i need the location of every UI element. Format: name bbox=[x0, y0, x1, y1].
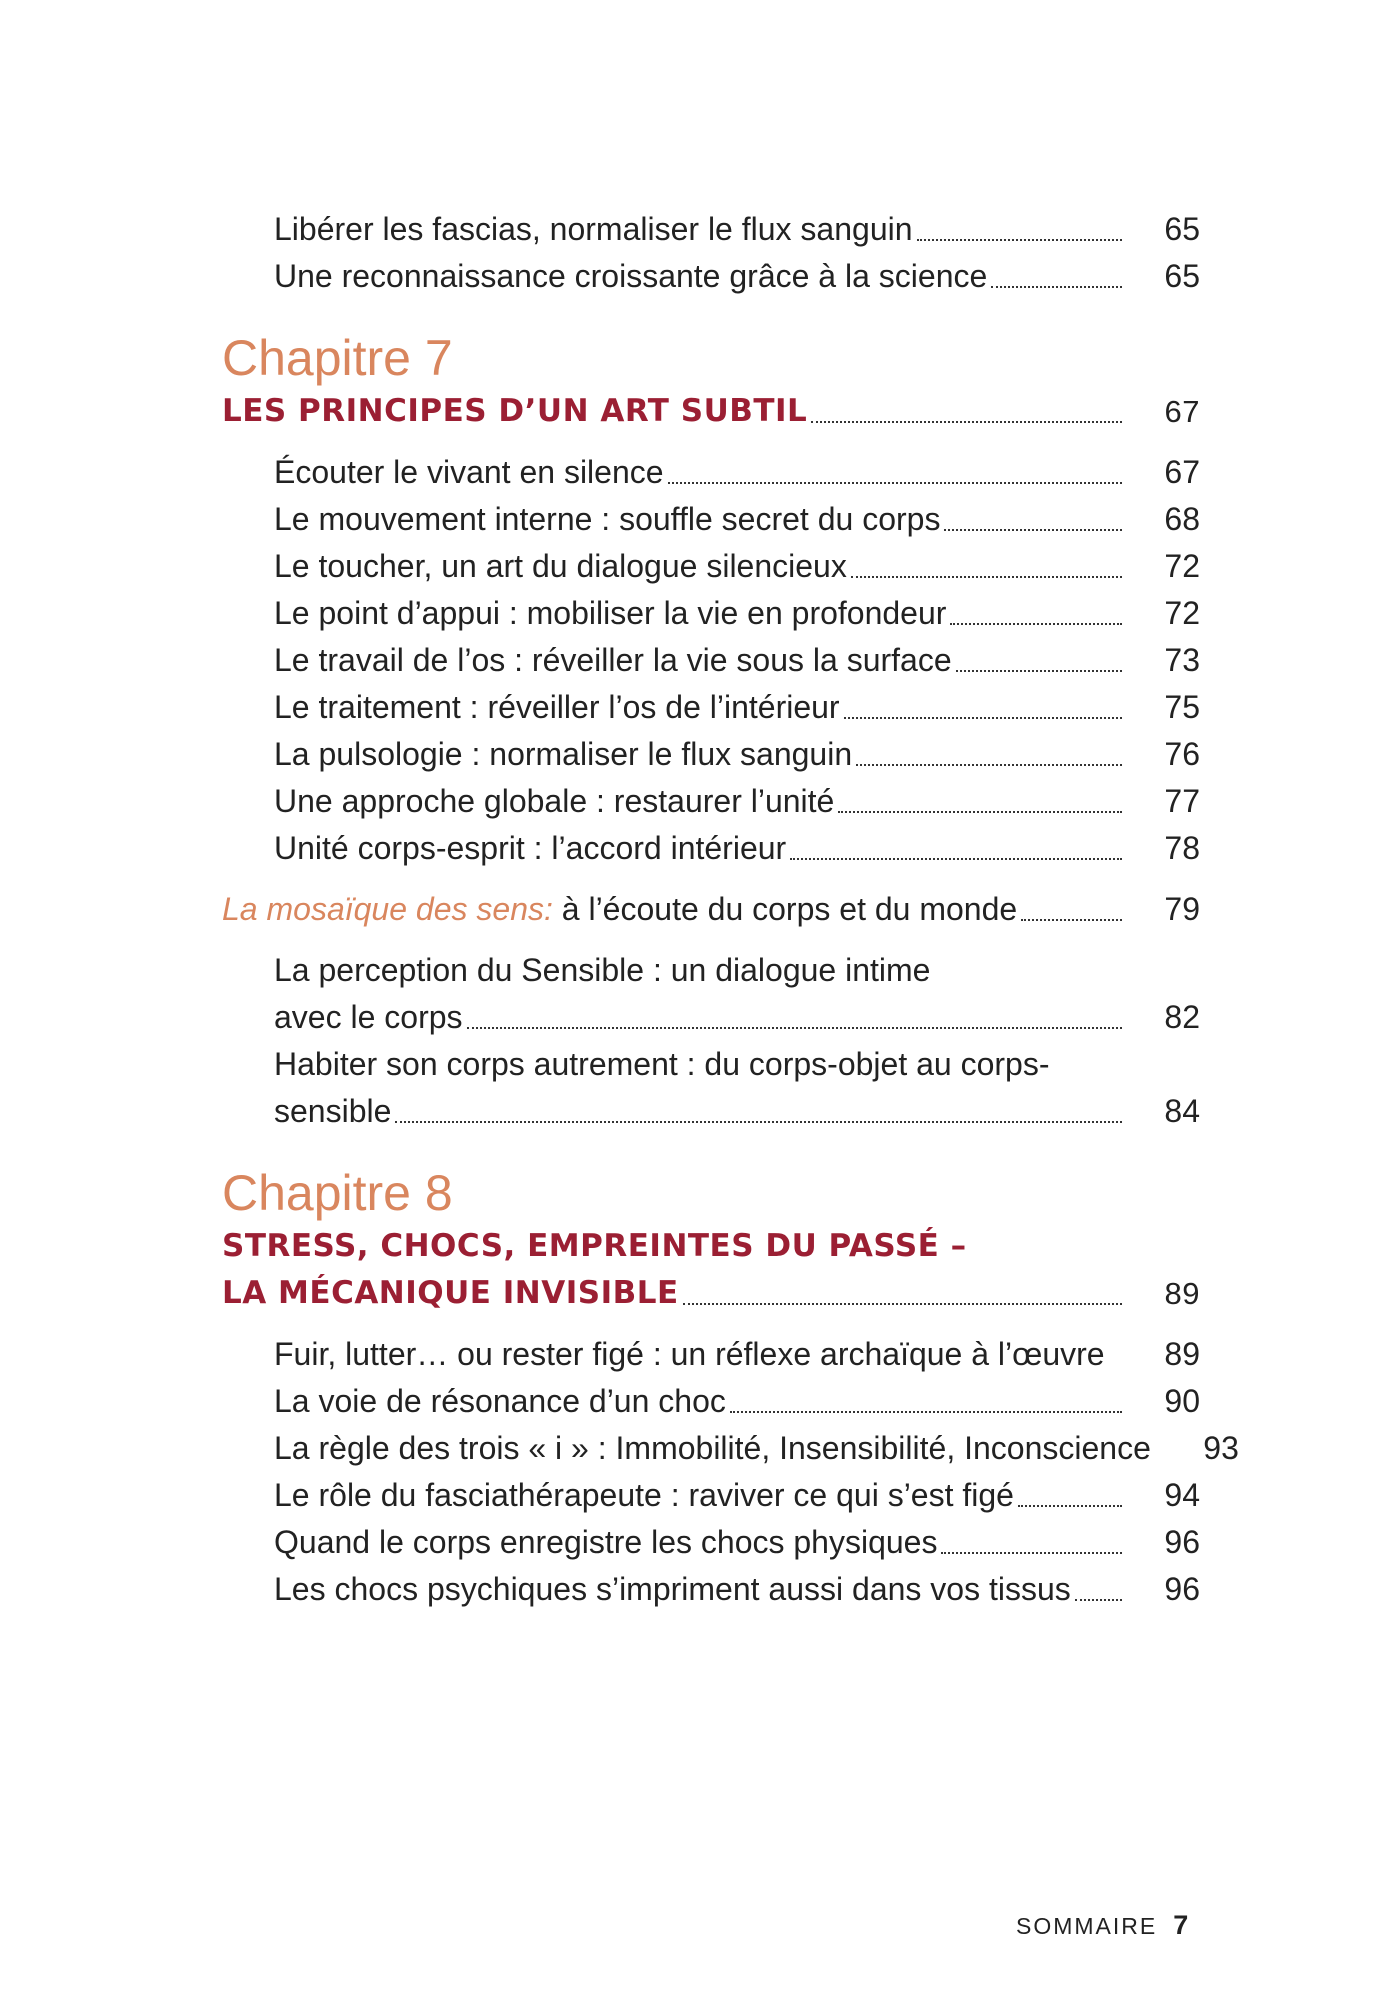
dot-leader bbox=[467, 1027, 1122, 1029]
footer-label: SOMMAIRE bbox=[1016, 1913, 1158, 1939]
toc-entry-page: 84 bbox=[1164, 1093, 1200, 1129]
mosaic-rest: à l’écoute du corps et du monde bbox=[552, 891, 1018, 927]
toc-entry-title: Les chocs psychiques s’impriment aussi dans vos tissus bbox=[274, 1571, 1071, 1607]
toc-entry-page: 67 bbox=[1164, 454, 1200, 490]
dot-leader bbox=[844, 717, 1122, 719]
dot-leader bbox=[730, 1411, 1122, 1413]
table-of-contents bbox=[222, 206, 1239, 1613]
dot-leader bbox=[944, 529, 1122, 531]
toc-entry-page: 82 bbox=[1164, 999, 1200, 1035]
dot-leader bbox=[668, 482, 1122, 484]
dot-leader bbox=[941, 1552, 1122, 1554]
dot-leader bbox=[856, 764, 1122, 766]
toc-entry-title: Le rôle du fasciathérapeute : raviver ce qui s’est figé bbox=[274, 1477, 1014, 1513]
chapter-7-section[interactable] bbox=[222, 388, 1200, 435]
toc-entry[interactable] bbox=[222, 1566, 1200, 1613]
toc-entry[interactable] bbox=[222, 731, 1200, 778]
toc-entry[interactable] bbox=[222, 253, 1200, 300]
section-page: 89 bbox=[1164, 1276, 1200, 1311]
dot-leader bbox=[838, 811, 1122, 813]
section-title-line2: LA MÉCANIQUE INVISIBLE bbox=[222, 1275, 679, 1311]
toc-entry[interactable] bbox=[222, 1425, 1239, 1472]
toc-entry-page: 77 bbox=[1164, 783, 1200, 819]
toc-entry-mosaic[interactable] bbox=[222, 886, 1200, 933]
toc-entry-title-line1: La perception du Sensible : un dialogue intime bbox=[274, 952, 931, 988]
toc-entry-title: Le traitement : réveiller l’os de l’intérieur bbox=[274, 689, 840, 725]
dot-leader bbox=[917, 239, 1122, 241]
toc-entry[interactable] bbox=[222, 206, 1200, 253]
toc-entry-title: Le mouvement interne : souffle secret du corps bbox=[274, 501, 941, 537]
toc-entry[interactable] bbox=[222, 1331, 1200, 1378]
toc-entry[interactable] bbox=[222, 1519, 1200, 1566]
chapter-8-label: Chapitre 8 bbox=[222, 1165, 453, 1221]
toc-entry-title-line1: Habiter son corps autrement : du corps-objet au corps- bbox=[274, 1046, 1050, 1082]
toc-entry[interactable] bbox=[222, 1472, 1200, 1519]
toc-entry-title: Une approche globale : restaurer l’unité bbox=[274, 783, 835, 819]
toc-entry-title: Le toucher, un art du dialogue silencieux bbox=[274, 548, 847, 584]
chapter-7-label: Chapitre 7 bbox=[222, 330, 453, 386]
toc-entry[interactable] bbox=[222, 637, 1200, 684]
dot-leader bbox=[1021, 919, 1122, 921]
toc-entry[interactable] bbox=[222, 590, 1200, 637]
toc-entry[interactable] bbox=[222, 947, 1200, 1041]
page-number: 7 bbox=[1173, 1910, 1189, 1940]
mosaic-italic: La mosaïque des sens: bbox=[222, 891, 553, 927]
toc-entry[interactable] bbox=[222, 496, 1200, 543]
dot-leader bbox=[851, 576, 1122, 578]
toc-entry-page: 89 bbox=[1164, 1336, 1200, 1372]
page-footer bbox=[1016, 1910, 1188, 1941]
toc-entry-title: Libérer les fascias, normaliser le flux sanguin bbox=[274, 211, 913, 247]
toc-entry-page: 96 bbox=[1164, 1571, 1200, 1607]
toc-entry[interactable] bbox=[222, 684, 1200, 731]
section-title-line1: STRESS, CHOCS, EMPREINTES DU PASSÉ – bbox=[222, 1228, 967, 1264]
toc-entry[interactable] bbox=[222, 825, 1200, 872]
toc-entry-title: Fuir, lutter… ou rester figé : un réflexe archaïque à l’œuvre bbox=[274, 1336, 1105, 1372]
dot-leader bbox=[956, 670, 1122, 672]
toc-entry-title: La voie de résonance d’un choc bbox=[274, 1383, 726, 1419]
toc-entry-page: 75 bbox=[1164, 689, 1200, 725]
dot-leader bbox=[395, 1121, 1122, 1123]
toc-entry[interactable] bbox=[222, 1041, 1200, 1135]
toc-entry-page: 96 bbox=[1164, 1524, 1200, 1560]
toc-entry-page: 78 bbox=[1164, 830, 1200, 866]
toc-entry-page: 65 bbox=[1164, 211, 1200, 247]
toc-entry-title bbox=[222, 886, 1017, 933]
toc-entry-title: Le travail de l’os : réveiller la vie sous la surface bbox=[274, 642, 952, 678]
toc-entry[interactable] bbox=[222, 449, 1200, 496]
toc-entry-title: Le point d’appui : mobiliser la vie en profondeur bbox=[274, 595, 947, 631]
toc-entry[interactable] bbox=[222, 778, 1200, 825]
section-title: LES PRINCIPES D’UN ART SUBTIL bbox=[222, 393, 808, 429]
toc-entry[interactable] bbox=[222, 1378, 1200, 1425]
toc-entry-page: 79 bbox=[1164, 891, 1200, 927]
toc-entry-title: La règle des trois « i » : Immobilité, Insensibilité, Inconscience bbox=[274, 1430, 1151, 1466]
dot-leader bbox=[683, 1303, 1122, 1305]
toc-entry-title: Quand le corps enregistre les chocs physiques bbox=[274, 1524, 938, 1560]
toc-entry-page: 72 bbox=[1164, 548, 1200, 584]
toc-entry-title-line2: avec le corps bbox=[274, 999, 463, 1035]
dot-leader bbox=[811, 421, 1122, 423]
toc-entry-line2 bbox=[274, 994, 1200, 1041]
toc-entry-title: La pulsologie : normaliser le flux sanguin bbox=[274, 736, 853, 772]
chapter-8-section[interactable] bbox=[222, 1270, 1200, 1317]
toc-entry-title: Écouter le vivant en silence bbox=[274, 454, 664, 490]
toc-entry-page: 90 bbox=[1164, 1383, 1200, 1419]
toc-entry-title: Unité corps-esprit : l’accord intérieur bbox=[274, 830, 787, 866]
toc-entry-page: 68 bbox=[1164, 501, 1200, 537]
toc-entry-page: 72 bbox=[1164, 595, 1200, 631]
dot-leader bbox=[1018, 1505, 1122, 1507]
toc-entry-page: 65 bbox=[1164, 258, 1200, 294]
toc-entry-title: Une reconnaissance croissante grâce à la science bbox=[274, 258, 988, 294]
dot-leader bbox=[991, 286, 1122, 288]
toc-entry-page: 73 bbox=[1164, 642, 1200, 678]
toc-entry[interactable] bbox=[222, 543, 1200, 590]
toc-entry-page: 76 bbox=[1164, 736, 1200, 772]
toc-entry-page: 94 bbox=[1164, 1477, 1200, 1513]
dot-leader bbox=[1075, 1599, 1122, 1601]
toc-entry-title-line2: sensible bbox=[274, 1093, 392, 1129]
toc-entry-page: 93 bbox=[1203, 1430, 1239, 1466]
dot-leader bbox=[790, 858, 1122, 860]
section-page: 67 bbox=[1164, 394, 1200, 429]
toc-entry-line2 bbox=[274, 1088, 1200, 1135]
dot-leader bbox=[950, 623, 1122, 625]
